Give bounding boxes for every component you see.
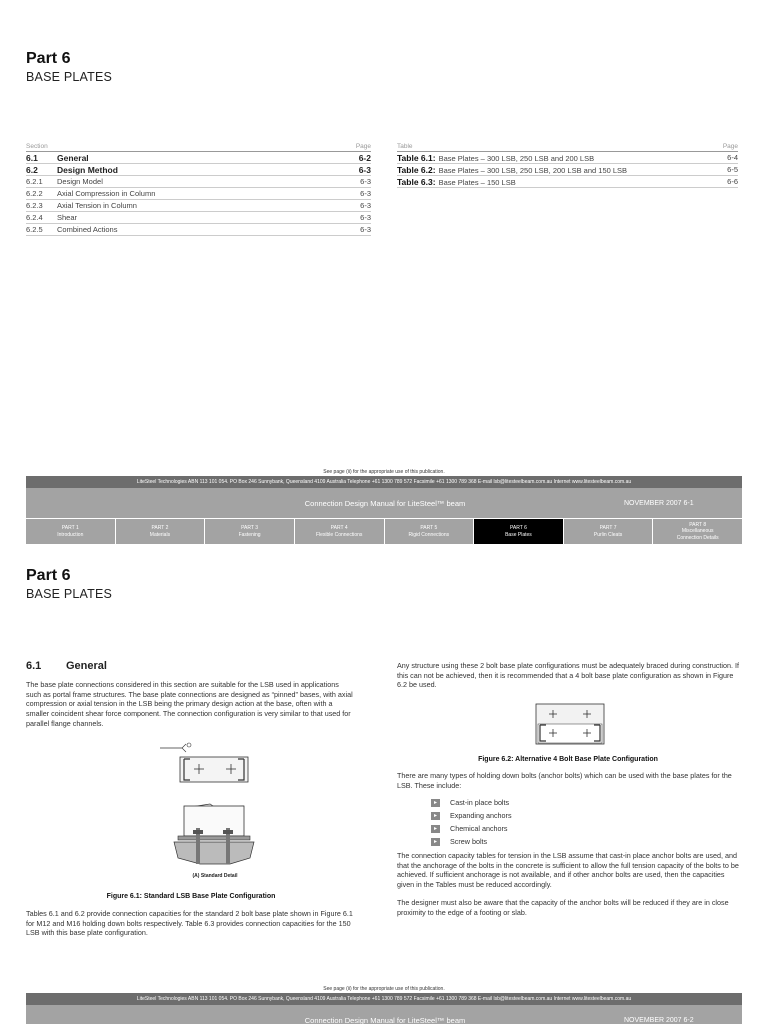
toc-number: 6.2.5 bbox=[26, 225, 43, 234]
figure-6-1-drawing bbox=[160, 742, 260, 872]
edge-distance-paragraph: The designer must also be aware that the capacity of the anchor bolts will be reduced if they are in close proximity to the edge of a footing or slab. bbox=[397, 898, 729, 917]
anchor-bullet-list bbox=[431, 796, 512, 848]
nav-tab-part-7[interactable] bbox=[564, 519, 654, 544]
contact-bar: LiteSteel Technologies ABN 113 101 054. PO Box 246 Sunnybank, Queensland 4109 Australia Telephone +61 1300 789 572 Facsimile +61 1300 789 368 E-mail lsb@litesteelbeam.com.au Internet www.litesteelbeam.com.au bbox=[26, 476, 742, 488]
nav-tab-part-number: PART 2 bbox=[151, 525, 169, 531]
table-title: Base Plates – 150 LSB bbox=[438, 177, 516, 187]
toc-page: 6-3 bbox=[360, 201, 371, 210]
nav-tab-label: Fastening bbox=[238, 531, 261, 538]
page2-manual-banner bbox=[26, 1005, 742, 1024]
page2-manual-title: Connection Design Manual for LiteSteel™ beam bbox=[304, 1015, 466, 1024]
part-navigation bbox=[26, 518, 742, 544]
toc-number: 6.1 bbox=[26, 152, 38, 163]
toc-page: 6-3 bbox=[360, 189, 371, 198]
toc-number: 6.2.1 bbox=[26, 177, 43, 186]
anchor-types-paragraph: There are many types of holding down bolts (anchor bolts) which can be used with the base plates for the LSB. These include: bbox=[397, 771, 732, 790]
page-column-header: Page bbox=[355, 143, 371, 150]
toc-title: Shear bbox=[57, 213, 78, 222]
page2-date-page-number: NOVEMBER 2007 6-2 bbox=[624, 1016, 694, 1024]
toc-row bbox=[26, 152, 371, 164]
toc-row bbox=[26, 176, 371, 188]
table-label: Table 6.2: bbox=[397, 164, 436, 175]
nav-tab-part-number: PART 6 bbox=[509, 525, 527, 531]
nav-tab-part-number: PART 4 bbox=[330, 525, 348, 531]
nav-tab-part-number: PART 7 bbox=[599, 525, 617, 531]
page2-part-subtitle: BASE PLATES bbox=[26, 587, 113, 601]
page1-footer bbox=[26, 469, 742, 544]
nav-tab-part-number: PART 3 bbox=[241, 525, 259, 531]
toc-page: 6-3 bbox=[360, 225, 371, 234]
tension-paragraph: The connection capacity tables for tension in the LSB assume that cast-in place anchor bolts are used, and that the anchorage of the bolts in the concrete is sufficient to allow the full tension capacity of the bolts to be achieved. If sufficient anchorage is not available, and if other anchor bolts are used, then the capacities given in the Tables must be reduced accordingly. bbox=[397, 851, 739, 890]
nav-tab-part-number: PART 5 bbox=[420, 525, 438, 531]
toc-page: 6-2 bbox=[358, 152, 371, 163]
contents-header bbox=[26, 143, 371, 152]
toc-number: 6.2.3 bbox=[26, 201, 43, 210]
table-title: Base Plates – 300 LSB, 250 LSB and 200 LSB bbox=[438, 153, 595, 163]
list-item bbox=[431, 796, 512, 809]
table-label: Table 6.1: bbox=[397, 152, 436, 163]
toc-row bbox=[26, 188, 371, 200]
nav-tab-label: Purlin Cleats bbox=[593, 531, 623, 538]
page2-part-title: Part 6 bbox=[26, 567, 71, 584]
nav-tab-part-8[interactable] bbox=[653, 519, 742, 544]
arrow-bullet-icon: ▸ bbox=[431, 825, 440, 833]
nav-tab-part-6[interactable] bbox=[474, 519, 564, 544]
figure-6-2-drawing bbox=[535, 703, 605, 745]
figure-6-1-caption: Figure 6.1: Standard LSB Base Plate Configuration bbox=[106, 893, 276, 900]
manual-title: Connection Design Manual for LiteSteel™ beam bbox=[304, 498, 466, 508]
figure-6-1-sublabel: (A) Standard Detail bbox=[192, 873, 238, 879]
section-title: General bbox=[66, 660, 107, 672]
nav-tab-label: Miscellaneous bbox=[681, 528, 714, 535]
toc-row bbox=[26, 212, 371, 224]
toc-page: 6-3 bbox=[360, 213, 371, 222]
table-label: Table 6.3: bbox=[397, 176, 436, 187]
toc-row bbox=[26, 224, 371, 236]
tables-list bbox=[397, 143, 738, 188]
nav-tab-label: Introduction bbox=[57, 531, 84, 538]
list-item bbox=[431, 809, 512, 822]
section-heading bbox=[26, 660, 107, 672]
nav-tab-part-3[interactable] bbox=[205, 519, 295, 544]
nav-tab-part-5[interactable] bbox=[385, 519, 475, 544]
toc-page: 6-3 bbox=[360, 177, 371, 186]
date-page-number: NOVEMBER 2007 6-1 bbox=[624, 499, 694, 507]
toc-row bbox=[26, 164, 371, 176]
toc-number: 6.2 bbox=[26, 164, 38, 175]
section-number: 6.1 bbox=[26, 660, 42, 672]
nav-tab-label: Base Plates bbox=[505, 531, 532, 538]
nav-tab-part-2[interactable] bbox=[116, 519, 206, 544]
manual-banner bbox=[26, 488, 742, 518]
bracing-paragraph: Any structure using these 2 bolt base plate configurations must be adequately braced during construction. If this can not be achieved, then it is recommended that a 4 bolt base plate configuration as shown in Figure 6.2 be used. bbox=[397, 661, 740, 690]
toc-number: 6.2.4 bbox=[26, 213, 43, 222]
toc-title: General bbox=[57, 152, 89, 163]
toc-title: Combined Actions bbox=[57, 225, 118, 234]
nav-tab-label: Rigid Connections bbox=[408, 531, 450, 538]
toc-row bbox=[26, 200, 371, 212]
page1-part-subtitle: BASE PLATES bbox=[26, 70, 113, 84]
nav-tab-label-line2: Connection Details bbox=[676, 534, 719, 541]
list-item-text: Expanding anchors bbox=[450, 811, 512, 820]
nav-tab-part-number: PART 1 bbox=[61, 525, 79, 531]
contents-list bbox=[26, 143, 371, 236]
list-item bbox=[431, 822, 512, 835]
table-page: 6-6 bbox=[727, 177, 738, 186]
nav-tab-part-number: PART 8 bbox=[689, 521, 707, 528]
page2-footer bbox=[26, 986, 742, 1024]
table-column-header: Table bbox=[397, 143, 413, 150]
page2-usage-footnote: See page (ii) for the appropriate use of this publication. bbox=[323, 986, 445, 992]
table-page: 6-4 bbox=[727, 153, 738, 162]
toc-number: 6.2.2 bbox=[26, 189, 43, 198]
list-item-text: Chemical anchors bbox=[450, 824, 508, 833]
tables-header bbox=[397, 143, 738, 152]
table-page-column-header: Page bbox=[722, 143, 738, 150]
usage-footnote: See page (ii) for the appropriate use of this publication. bbox=[323, 469, 445, 475]
arrow-bullet-icon: ▸ bbox=[431, 812, 440, 820]
table-list-row bbox=[397, 152, 738, 164]
table-list-row bbox=[397, 164, 738, 176]
intro-paragraph: The base plate connections considered in this section are suitable for the LSB used in applications such as portal frame structures. The base plate connections are designed as “pinned” bases, with axial compression or axial tension in the LSB being the primary design action at the base, often with a smaller coincident shear force component. The connection configuration is very similar to that used for parallel flange channels. bbox=[26, 680, 353, 728]
toc-title: Axial Compression in Column bbox=[57, 189, 156, 198]
table-title: Base Plates – 300 LSB, 250 LSB, 200 LSB and 150 LSB bbox=[438, 165, 628, 175]
arrow-bullet-icon: ▸ bbox=[431, 799, 440, 807]
toc-title: Design Method bbox=[57, 164, 118, 175]
nav-tab-part-4[interactable] bbox=[295, 519, 385, 544]
nav-tab-label: Materials bbox=[149, 531, 171, 538]
list-item-text: Cast-in place bolts bbox=[450, 798, 510, 807]
list-item-text: Screw bolts bbox=[450, 837, 488, 846]
capacity-paragraph: Tables 6.1 and 6.2 provide connection capacities for the standard 2 bolt base plate shown in Figure 6.1 for M12 and M16 holding down bolts respectively. Table 6.3 provides connection capacities for the 150 LSB with this base plate configuration. bbox=[26, 909, 353, 938]
figure-6-2-caption: Figure 6.2: Alternative 4 Bolt Base Plate Configuration bbox=[478, 756, 658, 763]
section-column-header: Section bbox=[26, 143, 48, 150]
nav-tab-label: Flexible Connections bbox=[315, 531, 363, 538]
page2-contact-bar: LiteSteel Technologies ABN 113 101 054. PO Box 246 Sunnybank, Queensland 4109 Australia Telephone +61 1300 789 572 Facsimile +61 1300 789 368 E-mail lsb@litesteelbeam.com.au Internet www.litesteelbeam.com.au bbox=[26, 993, 742, 1005]
table-page: 6-5 bbox=[727, 165, 738, 174]
toc-title: Axial Tension in Column bbox=[57, 201, 137, 210]
list-item bbox=[431, 835, 512, 848]
toc-page: 6-3 bbox=[358, 164, 371, 175]
page1-part-title: Part 6 bbox=[26, 50, 71, 67]
nav-tab-part-1[interactable] bbox=[26, 519, 116, 544]
table-list-row bbox=[397, 176, 738, 188]
arrow-bullet-icon: ▸ bbox=[431, 838, 440, 846]
toc-title: Design Model bbox=[57, 177, 103, 186]
